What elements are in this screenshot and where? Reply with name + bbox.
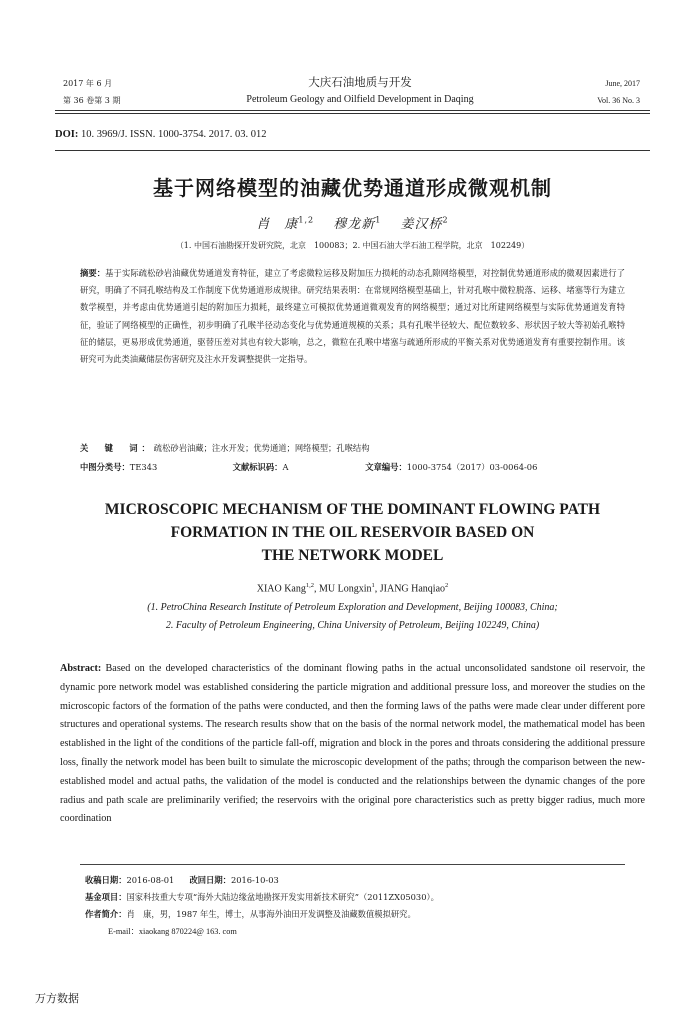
received-revised-dates	[85, 872, 439, 889]
author-email[interactable]: E-mail：xiaokang 870224@ 163. com	[108, 927, 237, 936]
author-en-affil: 1	[371, 582, 375, 589]
running-header-left	[63, 75, 120, 109]
fund-text: 国家科技重大专项“海外大陆边缘盆地勘探开发实用新技术研究”（2011ZX05030）。	[126, 892, 439, 902]
author-bio-text: 肖 康，男，1987 年生，博士，从事海外油田开发调整及油藏数值模拟研究。	[126, 909, 416, 919]
keywords-cn-text: 疏松砂岩油藏；注水开发；优势通道；网络模型；孔喉结构	[153, 443, 370, 453]
clc-label: 中图分类号：	[80, 462, 130, 472]
doc-code-value: A	[282, 462, 289, 472]
author-cn: 穆龙新	[333, 217, 376, 232]
issue-date-en: June, 2017	[605, 79, 640, 88]
author-cn: 姜汉桥	[400, 217, 443, 232]
doi-label: DOI:	[55, 129, 79, 140]
received-label: 收稿日期：	[85, 875, 127, 885]
author-cn-affil: 1	[375, 215, 382, 225]
journal-name-en: Petroleum Geology and Oilfield Development in Daqing	[246, 94, 474, 105]
authors-en: XIAO Kang$^{1,2}$, MU Longxin$^1$, JIANG Hanqiao$^2$	[256, 582, 449, 595]
article-number-value: 1000-3754（2017）03-0064-06	[406, 462, 538, 472]
author-cn: 肖 康	[256, 217, 299, 232]
document-code	[233, 461, 363, 473]
fund-label: 基金项目：	[85, 892, 127, 902]
author-en-affil: 2	[445, 582, 449, 589]
header-rule	[55, 110, 650, 111]
keywords-cn	[80, 442, 625, 454]
abstract-cn	[80, 265, 625, 368]
issue-volume-cn: 第 36 卷第 3 期	[63, 96, 121, 105]
paper-title-en-line: THE NETWORK MODEL	[261, 547, 444, 564]
paper-title-en-line: MICROSCOPIC MECHANISM OF THE DOMINANT FLOWING PATH	[104, 501, 601, 518]
revised-label: 改回日期：	[189, 875, 231, 885]
footnotes	[85, 872, 439, 940]
fund-project	[85, 889, 439, 906]
doi-line	[55, 129, 266, 140]
paper-title-en	[55, 498, 650, 567]
author-en: XIAO Kang	[256, 583, 306, 595]
author-en: JIANG Hanqiao	[379, 583, 446, 595]
clc-value: TE343	[129, 462, 158, 472]
affiliations-en	[55, 599, 650, 635]
abstract-en-label: Abstract:	[60, 663, 102, 674]
journal-name-cn: 大庆石油地质与开发	[308, 75, 412, 89]
author-bio-label: 作者简介：	[85, 909, 127, 919]
keywords-cn-label: 关 键 词：	[80, 443, 154, 453]
revised-date: 2016-10-03	[230, 875, 279, 885]
authors-cn	[55, 213, 650, 232]
doi-value[interactable]: 10. 3969/J. ISSN. 1000-3754. 2017. 03. 012	[80, 129, 267, 140]
clc-number	[80, 461, 230, 473]
issue-volume-en: Vol. 36 No. 3	[597, 96, 640, 105]
received-date: 2016-08-01	[126, 875, 175, 885]
paper-title-en-line: FORMATION IN THE OIL RESERVOIR BASED ON	[170, 524, 535, 541]
paper-title-cn: 基于网络模型的油藏优势通道形成微观机制	[153, 176, 552, 200]
author-bio	[85, 906, 439, 923]
abstract-en	[60, 660, 645, 829]
abstract-cn-label: 摘要：	[80, 268, 106, 278]
abstract-cn-text: 基于实际疏松砂岩油藏优势通道发育特征，建立了考虑微粒运移及附加压力损耗的动态孔隙网络模型，对控制优势通道形成的微观因素进行了研究，明确了不同孔喉结构及工作制度下优势通道形成规律。研究结果表明：在常规网络模型基础上，针对孔喉中微粒脱落、运移、堵塞等行为建立数学模型，并考虑由优势通道引起的附加压力损耗，最终建立可模拟优势通道微观发育的网络模型；通过对比所建网络模型与实际优势通道发育特征，验证了网络模型的正确性，初步明确了孔喉半径动态变化与优势通道规模的关系；具有孔喉半径较大、配位数较多、形状因子较大等初始孔喉特征的储层，更易形成优势通道，驱替压差对其也有较大影响，总之，微粒在孔喉中堵塞与疏通所形成的平衡关系对优势通道发育有重要控制作用。该研究可为此类油藏储层伤害研究及注水开发调整提供一定指导。	[80, 268, 625, 365]
affiliations-cn: （1. 中国石油勘探开发研究院，北京 100083；2. 中国石油大学石油工程学院，北京 102249）	[175, 241, 530, 250]
running-header-center	[200, 73, 520, 108]
affiliation-en-line: 2. Faculty of Petroleum Engineering, China University of Petroleum, Beijing 102249, China)	[165, 620, 540, 631]
watermark-text: 万方数据	[35, 992, 79, 1005]
header-rule-secondary	[55, 113, 650, 114]
classification-row	[80, 461, 625, 473]
author-en-affil: 1,2	[305, 582, 314, 589]
affiliation-en-line: (1. PetroChina Research Institute of Petroleum Exploration and Development, Beijing 100083, China;	[147, 602, 558, 613]
doi-rule	[55, 150, 650, 151]
footnote-rule	[80, 864, 625, 865]
doc-code-label: 文献标识码：	[232, 462, 283, 472]
article-number	[365, 461, 537, 473]
running-header-right	[597, 75, 640, 109]
article-number-label: 文章编号：	[365, 462, 407, 472]
abstract-en-text: Based on the developed characteristics of the dominant flowing paths in the actual unconsolidated sandstone oil reservoir, the dynamic pore network model was established considering the particle migration and additional pressure loss, and moreover the studies on the microscopic factors of the formation of the paths were conducted, and then the forming laws of the paths were made clear under different pore structures and operational systems. The research results show that on the basis of the normal network model, the mathematical model has been established in the light of the conditions of the particle fall-off, migration and block in the pores and throats considering the additional pressure loss, finally the network model has been built to simulate the microscopic development of the paths; through the comparison between the new-established model and actual paths, the validation of the model is conducted and the relationships between the dynamic changes of the pore radius and path scale are preliminarily verified; the reservoirs with the original pore characteristics such as pretty bigger radius, much more coordination	[60, 663, 645, 825]
author-en: MU Longxin	[319, 583, 372, 595]
author-cn-affil: 1,2	[298, 215, 315, 225]
issue-date-cn: 2017 年 6 月	[63, 79, 113, 88]
author-cn-affil: 2	[442, 215, 449, 225]
